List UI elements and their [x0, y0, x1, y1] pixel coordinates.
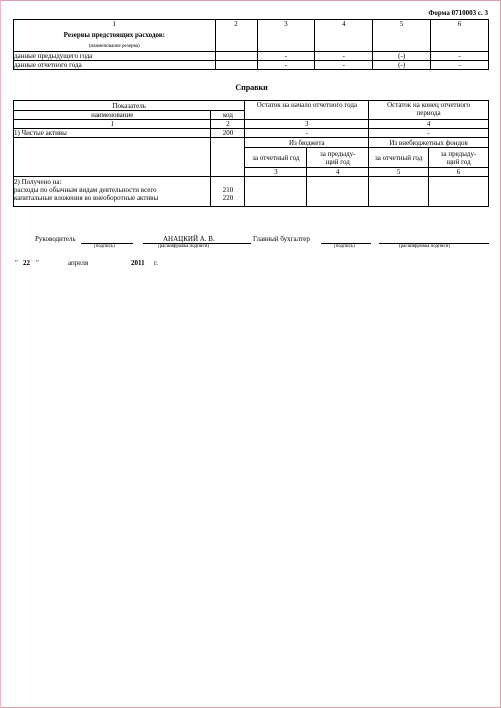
cell: -: [315, 52, 373, 61]
from-budget: Из бюджета: [245, 138, 369, 148]
head-name: АНАЦКИЙ А. В.: [163, 235, 215, 243]
head-label: Руководитель: [35, 235, 76, 243]
cell: -: [257, 61, 315, 70]
sub-num-3: 3: [245, 168, 307, 177]
net-assets-start: -: [245, 129, 369, 138]
from-funds: Из внебюджетных фондов: [369, 138, 489, 148]
num-3: 3: [245, 120, 369, 129]
table-row: [14, 177, 489, 207]
received-cell: [14, 177, 211, 207]
spravki-title: Справки: [235, 83, 268, 92]
net-assets-end: -: [369, 129, 489, 138]
reserves-subtitle: (наименование резерва): [14, 44, 216, 52]
received-codes: 210 220: [211, 177, 245, 207]
prev-year-2: за предыду- щий год: [429, 148, 489, 168]
head-decode-caption: (расшифровка подписи): [158, 244, 210, 249]
head-sign-caption: (подпись): [94, 244, 115, 249]
table-row: [14, 52, 489, 61]
date-day: 22: [23, 259, 30, 267]
prev-year-1: за предыду- щий год: [307, 148, 369, 168]
table-row: [14, 129, 489, 138]
reserves-table: [13, 19, 489, 70]
reserves-header-num: 1: [112, 20, 117, 28]
col-num-5: 5: [373, 20, 431, 52]
spravki-table: [13, 100, 489, 207]
cell: -: [315, 61, 373, 70]
date-quote-close: ": [36, 259, 39, 267]
col-num-2: 2: [215, 20, 257, 52]
head-name: наименование: [14, 111, 211, 120]
acc-decode-caption: (расшифровка подписи): [399, 244, 451, 249]
date-suffix: г.: [154, 259, 158, 267]
num-1: 1: [14, 120, 211, 129]
head-end: Остаток на конец отчетного периода: [369, 101, 489, 120]
accountant-label: Главный бухгалтер: [253, 235, 310, 243]
net-assets-label: 1) Чистые активы: [14, 129, 211, 138]
reserves-header-cell: [14, 20, 216, 44]
cell: -: [431, 61, 489, 70]
col-num-6: 6: [431, 20, 489, 52]
report-year-1: за отчетный год: [245, 148, 307, 168]
row-label: данные отчетного года: [14, 61, 216, 70]
cell: -: [257, 52, 315, 61]
date-year: 2011: [131, 259, 145, 267]
date-month: апреля: [68, 259, 89, 267]
net-assets-code: 200: [211, 129, 245, 138]
cell: (-): [373, 52, 431, 61]
sub-num-4: 4: [307, 168, 369, 177]
table-row: [14, 61, 489, 70]
received-line2: капитальные вложения во внеоборотные активы: [14, 194, 159, 202]
form-label: Форма 0710003 с. 3: [428, 9, 488, 17]
num-4: 4: [369, 120, 489, 129]
acc-sign-caption: (подпись): [334, 244, 355, 249]
received-label: 2) Получено на:: [14, 178, 62, 186]
reserves-title: Резервы предстоящих расходов:: [63, 31, 165, 39]
row-label: данные предыдущего года: [14, 52, 216, 61]
received-line1: расходы по обычным видам деятельности всего: [14, 186, 157, 194]
date-quote-open: ": [15, 259, 18, 267]
num-2: 2: [211, 120, 245, 129]
cell: -: [431, 52, 489, 61]
col-num-3: 3: [257, 20, 315, 52]
head-indicator: Показатель: [14, 101, 245, 111]
head-code: код: [211, 111, 245, 120]
report-year-2: за отчетный год: [369, 148, 429, 168]
cell: (-): [373, 61, 431, 70]
sub-num-6: 6: [429, 168, 489, 177]
col-num-4: 4: [315, 20, 373, 52]
head-start: Остаток на начало отчетного года: [245, 101, 369, 120]
sub-num-5: 5: [369, 168, 429, 177]
